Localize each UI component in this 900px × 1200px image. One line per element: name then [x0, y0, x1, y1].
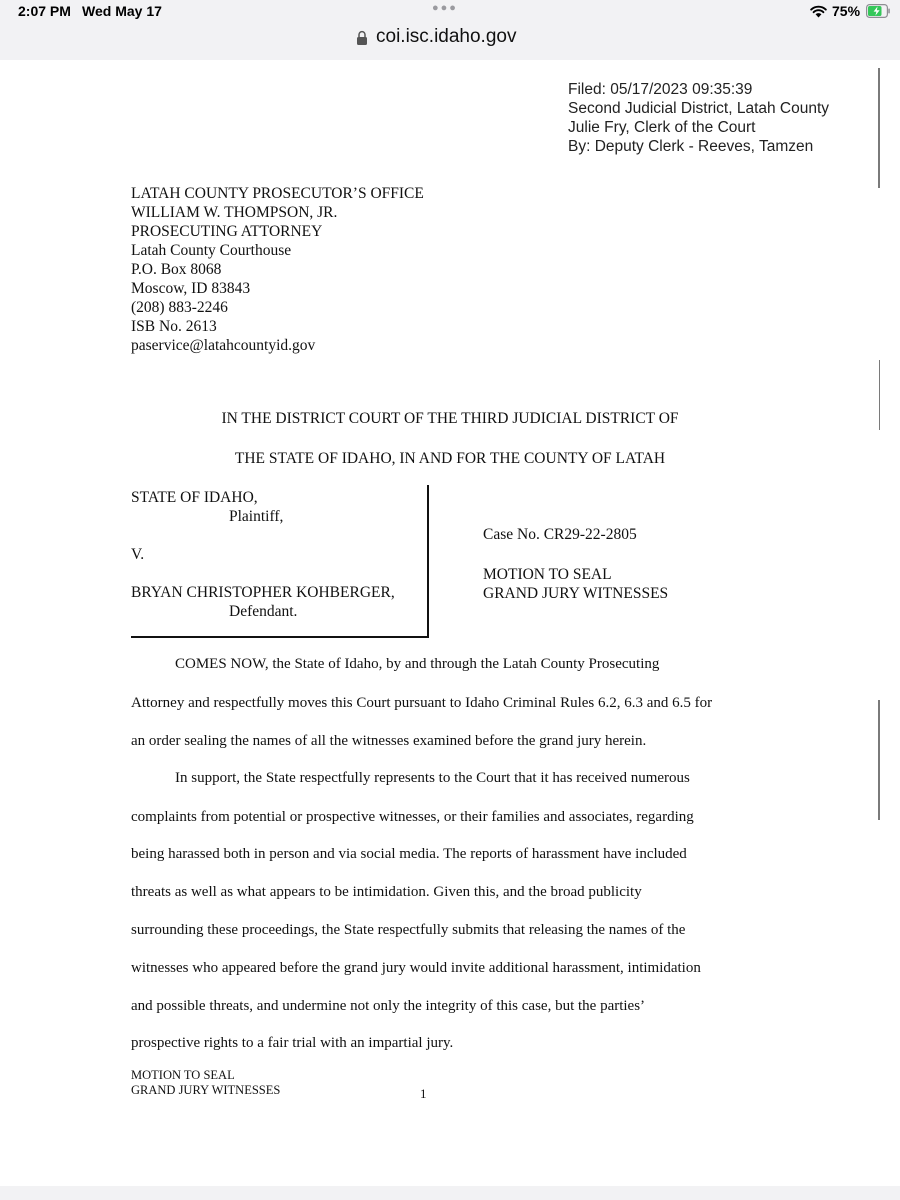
case-number: Case No. CR29-22-2805 — [483, 526, 637, 543]
wifi-icon — [810, 5, 827, 18]
caption-divider-vertical — [427, 485, 429, 637]
case-caption-parties — [131, 488, 395, 621]
office-line: ISB No. 2613 — [131, 318, 217, 335]
court-heading-line1: IN THE DISTRICT COURT OF THE THIRD JUDICIAL DISTRICT OF — [221, 410, 679, 427]
body-line: an order sealing the names of all the witnesses examined before the grand jury herein. — [131, 733, 647, 749]
office-line: Latah County Courthouse — [131, 242, 292, 259]
office-line: PROSECUTING ATTORNEY — [131, 223, 323, 240]
filed-clerk: Julie Fry, Clerk of the Court — [568, 119, 756, 136]
body-line: threats as well as what appears to be intimidation. Given this, and the broad publicity — [131, 884, 642, 900]
scan-edge-mark — [878, 700, 880, 820]
multitasking-dots-icon[interactable]: ●●● — [432, 2, 458, 14]
page-number: 1 — [420, 1086, 427, 1101]
defendant-name: BRYAN CHRISTOPHER KOHBERGER, — [131, 584, 395, 601]
filed-stamp — [568, 80, 829, 156]
body-line: being harassed both in person and via social media. The reports of harassment have included — [131, 846, 687, 862]
plaintiff-role: Plaintiff, — [229, 508, 284, 525]
body-line: witnesses who appeared before the grand jury would invite additional harassment, intimidation — [131, 960, 701, 976]
office-line: (208) 883-2246 — [131, 299, 228, 316]
status-bar — [0, 0, 900, 24]
versus: V. — [131, 546, 145, 563]
lock-icon — [356, 30, 368, 46]
page-footer — [131, 1068, 280, 1098]
office-line: WILLIAM W. THOMPSON, JR. — [131, 204, 338, 221]
filed-district: Second Judicial District, Latah County — [568, 100, 830, 117]
body-line: Attorney and respectfully moves this Court pursuant to Idaho Criminal Rules 6.2, 6.3 and 6.5 for — [131, 695, 713, 711]
prosecutor-office-block — [131, 184, 424, 355]
status-time: 2:07 PM — [18, 3, 71, 19]
scan-edge-mark — [878, 68, 880, 188]
address-bar[interactable] — [0, 24, 900, 54]
motion-title-line1: MOTION TO SEAL — [483, 566, 612, 583]
battery-charging-icon — [866, 4, 890, 18]
body-line: prospective rights to a fair trial with an impartial jury. — [131, 1035, 454, 1051]
battery-percent: 75% — [832, 3, 861, 19]
footer-line2: GRAND JURY WITNESSES — [131, 1083, 281, 1097]
url-text[interactable]: coi.isc.idaho.gov — [376, 26, 517, 47]
plaintiff-name: STATE OF IDAHO, — [131, 489, 258, 506]
filed-timestamp: Filed: 05/17/2023 09:35:39 — [568, 81, 753, 98]
motion-title — [483, 565, 668, 603]
office-line: Moscow, ID 83843 — [131, 280, 251, 297]
body-line: COMES NOW, the State of Idaho, by and through the Latah County Prosecuting — [175, 656, 660, 672]
body-line: and possible threats, and undermine not only the integrity of this case, but the parties’ — [131, 998, 646, 1014]
body-line: In support, the State respectfully represents to the Court that it has received numerous — [175, 770, 690, 786]
defendant-role: Defendant. — [229, 603, 298, 620]
document-page — [0, 60, 900, 1186]
filed-deputy: By: Deputy Clerk - Reeves, Tamzen — [568, 138, 814, 155]
footer-line1: MOTION TO SEAL — [131, 1068, 235, 1082]
office-line: LATAH COUNTY PROSECUTOR’S OFFICE — [131, 185, 424, 202]
office-line: P.O. Box 8068 — [131, 261, 222, 278]
status-date: Wed May 17 — [82, 3, 162, 19]
caption-divider-horizontal — [131, 636, 429, 638]
body-line: surrounding these proceedings, the State respectfully submits that releasing the names of the — [131, 922, 686, 938]
court-heading-line2: THE STATE OF IDAHO, IN AND FOR THE COUNTY OF LATAH — [234, 450, 666, 467]
motion-title-line2: GRAND JURY WITNESSES — [483, 585, 669, 602]
office-email: paservice@latahcountyid.gov — [131, 337, 316, 354]
body-line: complaints from potential or prospective witnesses, or their families and associates, regarding — [131, 809, 694, 825]
